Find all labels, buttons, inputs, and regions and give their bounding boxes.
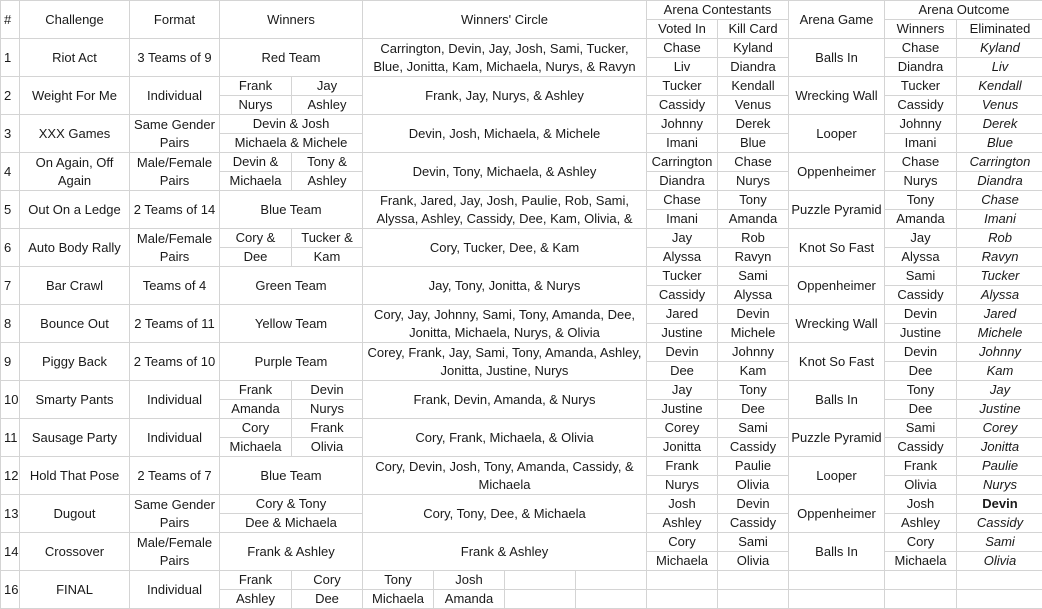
row-number: 11 (1, 419, 20, 457)
eliminated-male: Devin (957, 495, 1042, 514)
table-row (1, 191, 1042, 210)
kill-card-female: Amanda (718, 210, 789, 229)
eliminated-female: Ravyn (957, 248, 1042, 267)
winner-name: Nurys (220, 96, 292, 115)
voted-in-male: Chase (647, 39, 718, 58)
eliminated-female: Diandra (957, 172, 1042, 191)
voted-in-male: Tucker (647, 267, 718, 286)
winners-circle: Corey, Frank, Jay, Sami, Tony, Amanda, Ashley, Jonitta, Justine, Nurys (363, 343, 647, 381)
challenge-name: Sausage Party (20, 419, 130, 457)
challenge-name: Crossover (20, 533, 130, 571)
final-placing-female: Dee (292, 590, 363, 609)
winner-name: Michaela (220, 172, 292, 191)
winners-circle: Frank, Jared, Jay, Josh, Paulie, Rob, Sami, Alyssa, Ashley, Cassidy, Dee, Kam, Olivia, & (363, 191, 647, 229)
header-num: # (1, 1, 20, 39)
eliminated-female: Cassidy (957, 514, 1042, 533)
table-row (1, 381, 1042, 400)
challenge-format: Same Gender Pairs (130, 495, 220, 533)
voted-in-female: Alyssa (647, 248, 718, 267)
winner-name: Ashley (292, 172, 363, 191)
winner-name: Tucker & (292, 229, 363, 248)
kill-card-male: Kendall (718, 77, 789, 96)
eliminated-female: Alyssa (957, 286, 1042, 305)
eliminated-male: Derek (957, 115, 1042, 134)
voted-in-female: Diandra (647, 172, 718, 191)
row-number: 10 (1, 381, 20, 419)
empty-cell (957, 590, 1042, 609)
arena-winner-male: Johnny (885, 115, 957, 134)
empty-cell (718, 571, 789, 590)
eliminated-female: Blue (957, 134, 1042, 153)
row-number: 4 (1, 153, 20, 191)
final-placing-male: Josh (434, 571, 505, 590)
arena-game: Knot So Fast (789, 229, 885, 267)
winners-circle: Cory, Frank, Michaela, & Olivia (363, 419, 647, 457)
empty-cell (885, 590, 957, 609)
header-format: Format (130, 1, 220, 39)
winners-circle: Jay, Tony, Jonitta, & Nurys (363, 267, 647, 305)
eliminated-female: Jonitta (957, 438, 1042, 457)
table-row (1, 115, 1042, 134)
header-eliminated: Eliminated (957, 20, 1042, 39)
challenge-format: 2 Teams of 7 (130, 457, 220, 495)
challenge-name: Bounce Out (20, 305, 130, 343)
kill-card-male: Tony (718, 381, 789, 400)
kill-card-male: Derek (718, 115, 789, 134)
eliminated-female: Michele (957, 324, 1042, 343)
winners-circle: Cory, Jay, Johnny, Sami, Tony, Amanda, Dee, Jonitta, Michaela, Nurys, & Olivia (363, 305, 647, 343)
winners-circle: Frank & Ashley (363, 533, 647, 571)
arena-winner-male: Tony (885, 191, 957, 210)
winner-name: Jay (292, 77, 363, 96)
voted-in-female: Michaela (647, 552, 718, 571)
arena-winner-female: Diandra (885, 58, 957, 77)
voted-in-female: Dee (647, 362, 718, 381)
voted-in-male: Johnny (647, 115, 718, 134)
eliminated-female: Kam (957, 362, 1042, 381)
arena-winner-female: Justine (885, 324, 957, 343)
kill-card-female: Olivia (718, 476, 789, 495)
challenge-format: 2 Teams of 11 (130, 305, 220, 343)
voted-in-female: Cassidy (647, 286, 718, 305)
voted-in-female: Cassidy (647, 96, 718, 115)
eliminated-female: Venus (957, 96, 1042, 115)
kill-card-male: Johnny (718, 343, 789, 362)
winner-name: Devin (292, 381, 363, 400)
header-winners-circle: Winners' Circle (363, 1, 647, 39)
kill-card-female: Dee (718, 400, 789, 419)
table-row (1, 343, 1042, 362)
arena-winner-male: Sami (885, 419, 957, 438)
winners-team: Blue Team (220, 191, 363, 229)
challenge-name: Dugout (20, 495, 130, 533)
header-kill-card: Kill Card (718, 20, 789, 39)
voted-in-female: Imani (647, 134, 718, 153)
header-outcome-winners: Winners (885, 20, 957, 39)
challenge-format: 3 Teams of 9 (130, 39, 220, 77)
voted-in-male: Frank (647, 457, 718, 476)
arena-game: Balls In (789, 381, 885, 419)
winners-team: Purple Team (220, 343, 363, 381)
kill-card-male: Sami (718, 419, 789, 438)
challenge-format: 2 Teams of 10 (130, 343, 220, 381)
empty-cell (576, 571, 647, 590)
winner-name: Olivia (292, 438, 363, 457)
winners-pair: Michaela & Michele (220, 134, 363, 153)
row-number: 12 (1, 457, 20, 495)
eliminated-female: Imani (957, 210, 1042, 229)
table-row (1, 305, 1042, 324)
challenge-name: FINAL (20, 571, 130, 609)
arena-game: Looper (789, 457, 885, 495)
eliminated-male: Jared (957, 305, 1042, 324)
table-row (1, 267, 1042, 286)
row-number: 13 (1, 495, 20, 533)
winners-circle: Devin, Tony, Michaela, & Ashley (363, 153, 647, 191)
arena-winner-female: Olivia (885, 476, 957, 495)
empty-cell (647, 571, 718, 590)
kill-card-female: Diandra (718, 58, 789, 77)
arena-game: Balls In (789, 39, 885, 77)
challenge-name: Hold That Pose (20, 457, 130, 495)
challenge-name: Auto Body Rally (20, 229, 130, 267)
arena-winner-male: Jay (885, 229, 957, 248)
empty-cell (718, 590, 789, 609)
voted-in-female: Liv (647, 58, 718, 77)
final-placing-female: Michaela (363, 590, 434, 609)
winners-circle: Cory, Tucker, Dee, & Kam (363, 229, 647, 267)
winner-name: Frank (220, 77, 292, 96)
eliminated-female: Olivia (957, 552, 1042, 571)
arena-winner-male: Devin (885, 305, 957, 324)
arena-winner-female: Nurys (885, 172, 957, 191)
arena-winner-female: Michaela (885, 552, 957, 571)
arena-winner-male: Josh (885, 495, 957, 514)
table-row (1, 77, 1042, 96)
winner-name: Devin & (220, 153, 292, 172)
empty-cell (789, 590, 885, 609)
challenge-format: Individual (130, 77, 220, 115)
kill-card-male: Devin (718, 495, 789, 514)
arena-winner-male: Sami (885, 267, 957, 286)
winner-name: Amanda (220, 400, 292, 419)
final-placing-male: Tony (363, 571, 434, 590)
table-row (1, 39, 1042, 58)
kill-card-female: Blue (718, 134, 789, 153)
kill-card-male: Paulie (718, 457, 789, 476)
eliminated-male: Tucker (957, 267, 1042, 286)
arena-winner-male: Tony (885, 381, 957, 400)
row-number: 8 (1, 305, 20, 343)
arena-game: Oppenheimer (789, 153, 885, 191)
row-number: 1 (1, 39, 20, 77)
eliminated-male: Sami (957, 533, 1042, 552)
eliminated-male: Kendall (957, 77, 1042, 96)
voted-in-female: Jonitta (647, 438, 718, 457)
row-number: 14 (1, 533, 20, 571)
row-number: 6 (1, 229, 20, 267)
header-voted-in: Voted In (647, 20, 718, 39)
voted-in-male: Tucker (647, 77, 718, 96)
voted-in-male: Jared (647, 305, 718, 324)
row-number: 7 (1, 267, 20, 305)
challenge-name: On Again, Off Again (20, 153, 130, 191)
winner-name: Michaela (220, 438, 292, 457)
empty-cell (647, 590, 718, 609)
final-placing-male: Cory (292, 571, 363, 590)
challenge-name: Smarty Pants (20, 381, 130, 419)
arena-winner-female: Cassidy (885, 96, 957, 115)
kill-card-male: Tony (718, 191, 789, 210)
kill-card-female: Olivia (718, 552, 789, 571)
arena-game: Looper (789, 115, 885, 153)
kill-card-female: Ravyn (718, 248, 789, 267)
winner-name: Kam (292, 248, 363, 267)
arena-winner-male: Frank (885, 457, 957, 476)
kill-card-male: Devin (718, 305, 789, 324)
winner-name: Tony & (292, 153, 363, 172)
winners-team: Yellow Team (220, 305, 363, 343)
final-row (1, 571, 1042, 590)
winners-circle: Cory, Devin, Josh, Tony, Amanda, Cassidy, & Michaela (363, 457, 647, 495)
winners-team: Red Team (220, 39, 363, 77)
empty-cell (957, 571, 1042, 590)
eliminated-male: Jay (957, 381, 1042, 400)
eliminated-male: Rob (957, 229, 1042, 248)
voted-in-female: Imani (647, 210, 718, 229)
kill-card-female: Venus (718, 96, 789, 115)
winner-name: Ashley (292, 96, 363, 115)
table-row (1, 533, 1042, 552)
arena-winner-female: Cassidy (885, 286, 957, 305)
kill-card-male: Chase (718, 153, 789, 172)
challenge-name: Piggy Back (20, 343, 130, 381)
header-challenge: Challenge (20, 1, 130, 39)
arena-winner-female: Dee (885, 362, 957, 381)
challenge-format: Male/Female Pairs (130, 533, 220, 571)
arena-winner-male: Devin (885, 343, 957, 362)
arena-game: Balls In (789, 533, 885, 571)
winner-name: Nurys (292, 400, 363, 419)
row-number: 9 (1, 343, 20, 381)
voted-in-male: Jay (647, 229, 718, 248)
row-number: 2 (1, 77, 20, 115)
winner-name: Cory (220, 419, 292, 438)
kill-card-male: Kyland (718, 39, 789, 58)
challenge-format: Same Gender Pairs (130, 115, 220, 153)
arena-game: Puzzle Pyramid (789, 191, 885, 229)
kill-card-male: Rob (718, 229, 789, 248)
challenge-format: Male/Female Pairs (130, 153, 220, 191)
voted-in-male: Josh (647, 495, 718, 514)
voted-in-male: Corey (647, 419, 718, 438)
winners-team: Green Team (220, 267, 363, 305)
empty-cell (576, 590, 647, 609)
eliminated-male: Johnny (957, 343, 1042, 362)
voted-in-male: Cory (647, 533, 718, 552)
arena-winner-female: Alyssa (885, 248, 957, 267)
voted-in-male: Carrington (647, 153, 718, 172)
arena-winner-male: Cory (885, 533, 957, 552)
row-number: 16 (1, 571, 20, 609)
eliminated-female: Justine (957, 400, 1042, 419)
challenge-name: XXX Games (20, 115, 130, 153)
table-row (1, 153, 1042, 172)
arena-game: Oppenheimer (789, 495, 885, 533)
row-number: 3 (1, 115, 20, 153)
eliminated-male: Carrington (957, 153, 1042, 172)
final-placing-female: Amanda (434, 590, 505, 609)
kill-card-female: Michele (718, 324, 789, 343)
voted-in-female: Justine (647, 400, 718, 419)
row-number: 5 (1, 191, 20, 229)
final-placing-female: Ashley (220, 590, 292, 609)
challenge-format: Individual (130, 419, 220, 457)
voted-in-male: Jay (647, 381, 718, 400)
arena-winner-female: Dee (885, 400, 957, 419)
challenge-format: Individual (130, 571, 220, 609)
challenge-name: Weight For Me (20, 77, 130, 115)
kill-card-female: Kam (718, 362, 789, 381)
arena-winner-female: Ashley (885, 514, 957, 533)
arena-winner-female: Cassidy (885, 438, 957, 457)
kill-card-female: Cassidy (718, 514, 789, 533)
voted-in-female: Nurys (647, 476, 718, 495)
eliminated-male: Paulie (957, 457, 1042, 476)
kill-card-female: Nurys (718, 172, 789, 191)
winner-name: Cory & (220, 229, 292, 248)
voted-in-male: Devin (647, 343, 718, 362)
table-row (1, 419, 1042, 438)
header-arena-game: Arena Game (789, 1, 885, 39)
empty-cell (885, 571, 957, 590)
empty-cell (505, 571, 576, 590)
arena-game: Knot So Fast (789, 343, 885, 381)
challenge-format: Male/Female Pairs (130, 229, 220, 267)
challenge-name: Riot Act (20, 39, 130, 77)
eliminated-female: Liv (957, 58, 1042, 77)
winner-name: Frank (220, 381, 292, 400)
arena-winner-female: Amanda (885, 210, 957, 229)
arena-winner-female: Imani (885, 134, 957, 153)
kill-card-male: Sami (718, 533, 789, 552)
kill-card-female: Cassidy (718, 438, 789, 457)
winner-name: Dee (220, 248, 292, 267)
empty-cell (505, 590, 576, 609)
table-row (1, 457, 1042, 476)
winners-circle: Cory, Tony, Dee, & Michaela (363, 495, 647, 533)
winners-circle: Devin, Josh, Michaela, & Michele (363, 115, 647, 153)
header-arena-outcome: Arena Outcome (885, 1, 1042, 20)
final-placing-male: Frank (220, 571, 292, 590)
arena-game: Wrecking Wall (789, 77, 885, 115)
winners-team: Blue Team (220, 457, 363, 495)
winners-pair: Devin & Josh (220, 115, 363, 134)
eliminated-female: Nurys (957, 476, 1042, 495)
table-row (1, 495, 1042, 514)
winners-pair: Cory & Tony (220, 495, 363, 514)
winners-circle: Carrington, Devin, Jay, Josh, Sami, Tucker, Blue, Jonitta, Kam, Michaela, Nurys, & Ravyn (363, 39, 647, 77)
arena-game: Oppenheimer (789, 267, 885, 305)
header-arena-contestants: Arena Contestants (647, 1, 789, 20)
winners-circle: Frank, Jay, Nurys, & Ashley (363, 77, 647, 115)
challenge-name: Out On a Ledge (20, 191, 130, 229)
challenge-format: Teams of 4 (130, 267, 220, 305)
arena-winner-male: Chase (885, 153, 957, 172)
eliminated-male: Chase (957, 191, 1042, 210)
voted-in-male: Chase (647, 191, 718, 210)
winner-name: Frank (292, 419, 363, 438)
arena-winner-male: Chase (885, 39, 957, 58)
eliminated-male: Kyland (957, 39, 1042, 58)
arena-winner-male: Tucker (885, 77, 957, 96)
winners-pair: Dee & Michaela (220, 514, 363, 533)
voted-in-female: Justine (647, 324, 718, 343)
challenge-name: Bar Crawl (20, 267, 130, 305)
arena-game: Wrecking Wall (789, 305, 885, 343)
challenge-format: 2 Teams of 14 (130, 191, 220, 229)
winners-circle: Frank, Devin, Amanda, & Nurys (363, 381, 647, 419)
empty-cell (789, 571, 885, 590)
winners-team: Frank & Ashley (220, 533, 363, 571)
eliminated-male: Corey (957, 419, 1042, 438)
kill-card-male: Sami (718, 267, 789, 286)
voted-in-female: Ashley (647, 514, 718, 533)
kill-card-female: Alyssa (718, 286, 789, 305)
challenge-format: Individual (130, 381, 220, 419)
header-winners: Winners (220, 1, 363, 39)
table-row (1, 229, 1042, 248)
arena-game: Puzzle Pyramid (789, 419, 885, 457)
